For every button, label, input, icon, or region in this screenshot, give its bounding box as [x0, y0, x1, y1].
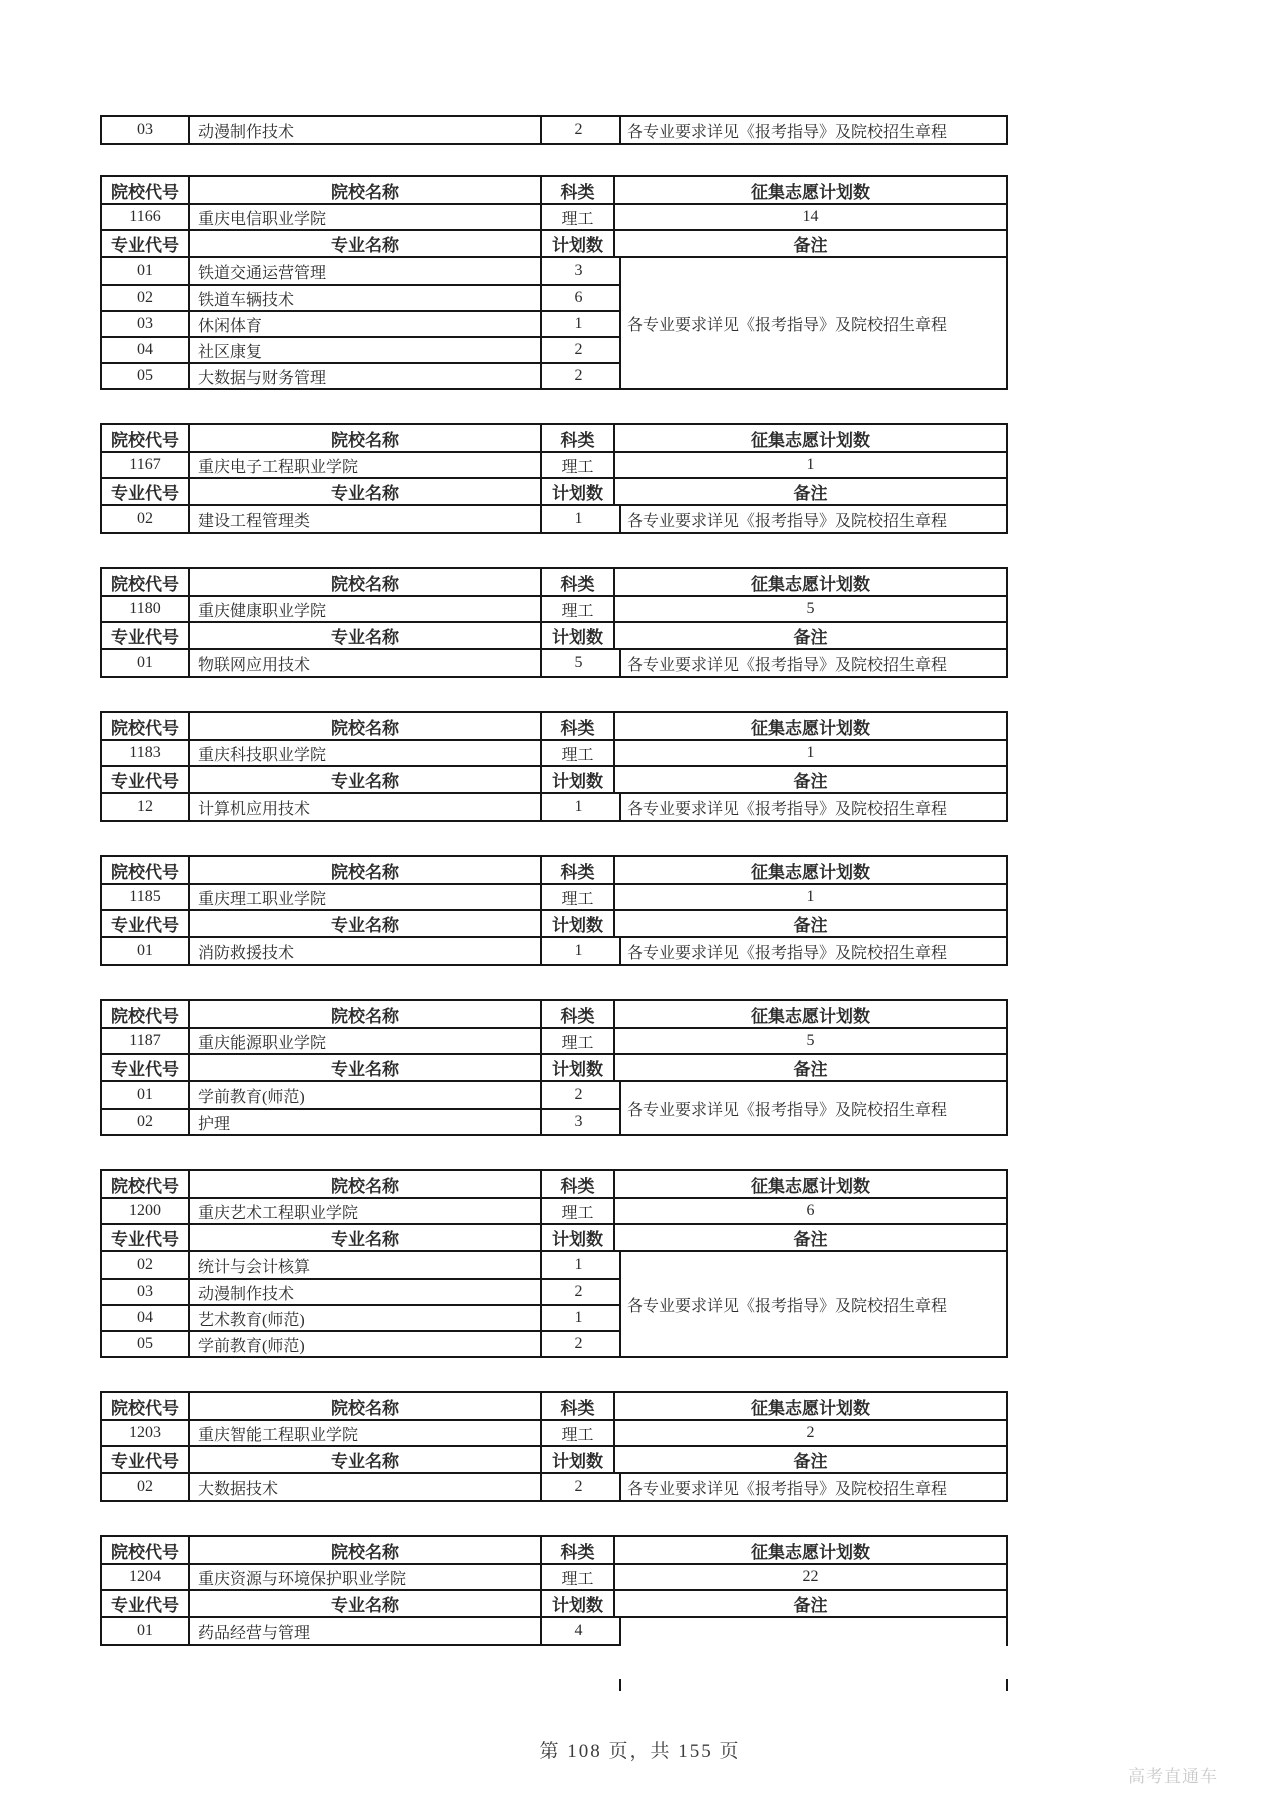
plan-count-header: 计划数 [542, 623, 615, 648]
subject-type: 理工 [542, 1029, 615, 1053]
college-data-row [102, 739, 1006, 765]
major-name: 铁道交通运营管理 [190, 258, 542, 284]
remark-cell [619, 1618, 1006, 1646]
college-data-row [102, 451, 1006, 477]
remark-header: 备注 [793, 484, 828, 503]
major-row [102, 1278, 619, 1304]
majors-section [102, 117, 1006, 143]
remark-header: 备注 [793, 628, 828, 647]
college-name: 重庆理工职业学院 [190, 885, 542, 909]
subject-type-header: 科类 [542, 1537, 615, 1563]
college-code-header: 院校代号 [102, 713, 190, 739]
college-code: 1167 [102, 453, 190, 477]
major-name: 药品经营与管理 [190, 1618, 542, 1644]
college-name: 重庆能源职业学院 [190, 1029, 542, 1053]
majors-left [102, 258, 619, 388]
subject-type: 理工 [542, 1565, 615, 1589]
major-name: 消防救援技术 [190, 938, 542, 964]
major-header-row [102, 229, 1006, 256]
remark-cell: 各专业要求详见《报考指导》及院校招生章程 [619, 794, 1006, 820]
subject-type: 理工 [542, 597, 615, 621]
college-name-header: 院校名称 [190, 1537, 542, 1563]
plan-count-header: 计划数 [542, 1055, 615, 1080]
major-code: 01 [102, 650, 190, 676]
college-name: 重庆艺术工程职业学院 [190, 1199, 542, 1223]
major-code: 03 [102, 117, 190, 143]
major-header-row [102, 1223, 1006, 1250]
college-name-header: 院校名称 [190, 425, 542, 451]
remark-cell: 各专业要求详见《报考指导》及院校招生章程 [619, 1082, 1006, 1134]
college-code-header: 院校代号 [102, 569, 190, 595]
remark-cell: 各专业要求详见《报考指导》及院校招生章程 [619, 650, 1006, 676]
plan-total: 22 [802, 1568, 819, 1585]
majors-section [102, 792, 1006, 820]
plan-total: 5 [806, 1032, 815, 1049]
college-data-row [102, 1027, 1006, 1053]
plan-count: 1 [574, 1309, 583, 1326]
major-code-header: 专业代号 [102, 1591, 190, 1616]
major-code: 02 [102, 506, 190, 532]
subject-type: 理工 [542, 1199, 615, 1223]
plan-count-header: 计划数 [542, 231, 615, 256]
remark-header: 备注 [793, 1452, 828, 1471]
major-code: 01 [102, 258, 190, 284]
major-row [102, 284, 619, 310]
college-header-row [102, 1001, 1006, 1027]
majors-left [102, 1474, 619, 1500]
plan-count: 1 [574, 1256, 583, 1273]
major-code-header: 专业代号 [102, 911, 190, 936]
plan-count: 1 [574, 942, 583, 959]
college-header-row [102, 1393, 1006, 1419]
college-code-header: 院校代号 [102, 1001, 190, 1027]
college-name: 重庆科技职业学院 [190, 741, 542, 765]
majors-left [102, 117, 619, 143]
plan-count-header: 计划数 [542, 767, 615, 792]
major-row [102, 310, 619, 336]
major-header-row [102, 1589, 1006, 1616]
subject-type: 理工 [542, 205, 615, 229]
subject-type: 理工 [542, 453, 615, 477]
college-block-1180 [100, 567, 1008, 678]
major-header-row [102, 765, 1006, 792]
major-code: 01 [102, 938, 190, 964]
major-row [102, 1330, 619, 1356]
major-name: 动漫制作技术 [190, 117, 542, 143]
major-name: 社区康复 [190, 338, 542, 362]
subject-type-header: 科类 [542, 713, 615, 739]
major-name: 学前教育(师范) [190, 1082, 542, 1108]
college-block-1166 [100, 175, 1008, 390]
remark-cell: 各专业要求详见《报考指导》及院校招生章程 [619, 506, 1006, 532]
college-code-header: 院校代号 [102, 857, 190, 883]
major-code: 12 [102, 794, 190, 820]
college-data-row [102, 883, 1006, 909]
plan-count-header: 计划数 [542, 911, 615, 936]
major-code: 01 [102, 1618, 190, 1644]
major-name: 休闲体育 [190, 312, 542, 336]
major-header-row [102, 1053, 1006, 1080]
majors-left [102, 1618, 619, 1646]
plan-count: 2 [574, 121, 583, 138]
major-name-header: 专业名称 [190, 1591, 542, 1616]
orphan-row-block [100, 115, 1008, 145]
majors-left [102, 650, 619, 676]
major-name: 护理 [190, 1110, 542, 1134]
major-code: 02 [102, 1474, 190, 1500]
plan-count: 3 [574, 1113, 583, 1130]
majors-left [102, 1082, 619, 1134]
plan-count: 2 [574, 1283, 583, 1300]
plan-total-header: 征集志愿计划数 [751, 1542, 870, 1562]
subject-type: 理工 [542, 741, 615, 765]
plan-total: 2 [806, 1424, 815, 1441]
subject-type-header: 科类 [542, 1171, 615, 1197]
major-name: 动漫制作技术 [190, 1280, 542, 1304]
major-name: 大数据技术 [190, 1474, 542, 1500]
major-row [102, 1108, 619, 1134]
college-header-row [102, 1171, 1006, 1197]
subject-type: 理工 [542, 885, 615, 909]
majors-section [102, 1616, 1006, 1646]
major-header-row [102, 621, 1006, 648]
major-name-header: 专业名称 [190, 1055, 542, 1080]
plan-total-header: 征集志愿计划数 [751, 1006, 870, 1026]
college-code: 1180 [102, 597, 190, 621]
major-row [102, 1304, 619, 1330]
remark-header: 备注 [793, 916, 828, 935]
major-header-row [102, 909, 1006, 936]
major-name-header: 专业名称 [190, 623, 542, 648]
college-name-header: 院校名称 [190, 1001, 542, 1027]
plan-count: 1 [574, 798, 583, 815]
remark-header: 备注 [793, 1596, 828, 1615]
major-code: 02 [102, 1110, 190, 1134]
college-block-1204 [100, 1535, 1008, 1646]
major-name: 学前教育(师范) [190, 1332, 542, 1356]
major-row [102, 258, 619, 284]
major-row [102, 117, 619, 143]
plan-total: 1 [806, 888, 815, 905]
major-name-header: 专业名称 [190, 479, 542, 504]
remark-cell: 各专业要求详见《报考指导》及院校招生章程 [619, 258, 1006, 388]
plan-total: 6 [806, 1202, 815, 1219]
major-code: 05 [102, 364, 190, 388]
college-header-row [102, 425, 1006, 451]
majors-section [102, 936, 1006, 964]
plan-total-header: 征集志愿计划数 [751, 1398, 870, 1418]
remark-header: 备注 [793, 236, 828, 255]
college-name-header: 院校名称 [190, 569, 542, 595]
plan-total-header: 征集志愿计划数 [751, 718, 870, 738]
major-name: 艺术教育(师范) [190, 1306, 542, 1330]
major-code: 05 [102, 1332, 190, 1356]
major-row [102, 938, 619, 964]
college-header-row [102, 857, 1006, 883]
college-name-header: 院校名称 [190, 857, 542, 883]
major-row [102, 362, 619, 388]
remark-header: 备注 [793, 772, 828, 791]
majors-left [102, 1252, 619, 1356]
major-code: 04 [102, 338, 190, 362]
college-code: 1200 [102, 1199, 190, 1223]
college-block-1203 [100, 1391, 1008, 1502]
college-name: 重庆电子工程职业学院 [190, 453, 542, 477]
major-name-header: 专业名称 [190, 1225, 542, 1250]
remark-cell: 各专业要求详见《报考指导》及院校招生章程 [619, 1474, 1006, 1500]
college-block-1200 [100, 1169, 1008, 1358]
subject-type-header: 科类 [542, 425, 615, 451]
college-name: 重庆资源与环境保护职业学院 [190, 1565, 542, 1589]
watermark-text: 高考直通车 [1128, 1767, 1218, 1786]
plan-total-header: 征集志愿计划数 [751, 1176, 870, 1196]
college-code: 1166 [102, 205, 190, 229]
major-code-header: 专业代号 [102, 767, 190, 792]
major-row [102, 650, 619, 676]
college-code-header: 院校代号 [102, 425, 190, 451]
plan-count: 1 [574, 315, 583, 332]
majors-section [102, 1080, 1006, 1134]
college-code-header: 院校代号 [102, 1393, 190, 1419]
majors-section [102, 256, 1006, 388]
major-name: 建设工程管理类 [190, 506, 542, 532]
college-data-row [102, 1419, 1006, 1445]
major-name: 大数据与财务管理 [190, 364, 542, 388]
college-header-row [102, 1537, 1006, 1563]
subject-type-header: 科类 [542, 569, 615, 595]
college-block-1167 [100, 423, 1008, 534]
major-name-header: 专业名称 [190, 231, 542, 256]
college-header-row [102, 713, 1006, 739]
major-code-header: 专业代号 [102, 1225, 190, 1250]
college-data-row [102, 203, 1006, 229]
plan-count: 2 [574, 367, 583, 384]
plan-count-header: 计划数 [542, 479, 615, 504]
plan-count: 5 [574, 654, 583, 671]
major-row [102, 336, 619, 362]
college-data-row [102, 1197, 1006, 1223]
major-name: 铁道车辆技术 [190, 286, 542, 310]
major-code: 02 [102, 1252, 190, 1278]
plan-count: 2 [574, 1086, 583, 1103]
major-code-header: 专业代号 [102, 479, 190, 504]
college-code: 1183 [102, 741, 190, 765]
college-header-row [102, 177, 1006, 203]
majors-left [102, 938, 619, 964]
majors-left [102, 794, 619, 820]
subject-type-header: 科类 [542, 177, 615, 203]
college-code: 1187 [102, 1029, 190, 1053]
remark-cell: 各专业要求详见《报考指导》及院校招生章程 [619, 117, 1006, 143]
major-name: 统计与会计核算 [190, 1252, 542, 1278]
college-name: 重庆电信职业学院 [190, 205, 542, 229]
plan-count-header: 计划数 [542, 1591, 615, 1616]
remark-header: 备注 [793, 1060, 828, 1079]
plan-count: 3 [574, 262, 583, 279]
plan-count-header: 计划数 [542, 1225, 615, 1250]
majors-section [102, 1250, 1006, 1356]
plan-count: 2 [574, 1478, 583, 1495]
college-name: 重庆健康职业学院 [190, 597, 542, 621]
college-name-header: 院校名称 [190, 713, 542, 739]
college-block-1185 [100, 855, 1008, 966]
college-name-header: 院校名称 [190, 1171, 542, 1197]
major-code: 02 [102, 286, 190, 310]
college-code-header: 院校代号 [102, 177, 190, 203]
plan-total: 14 [802, 208, 819, 225]
college-data-row [102, 1563, 1006, 1589]
major-name-header: 专业名称 [190, 767, 542, 792]
major-header-row [102, 477, 1006, 504]
college-name-header: 院校名称 [190, 177, 542, 203]
remark-cell: 各专业要求详见《报考指导》及院校招生章程 [619, 938, 1006, 964]
major-row [102, 1252, 619, 1278]
college-code: 1204 [102, 1565, 190, 1589]
major-code-header: 专业代号 [102, 1055, 190, 1080]
major-row [102, 794, 619, 820]
remark-column-continuation [619, 1679, 1008, 1691]
plan-total-header: 征集志愿计划数 [751, 862, 870, 882]
plan-count: 2 [574, 1335, 583, 1352]
document-page [100, 115, 1008, 1691]
major-name: 计算机应用技术 [190, 794, 542, 820]
majors-section [102, 1472, 1006, 1500]
plan-total-header: 征集志愿计划数 [751, 574, 870, 594]
major-row [102, 1618, 619, 1644]
majors-section [102, 504, 1006, 532]
college-name: 重庆智能工程职业学院 [190, 1421, 542, 1445]
major-code: 03 [102, 312, 190, 336]
major-row [102, 506, 619, 532]
major-row [102, 1082, 619, 1108]
plan-total: 1 [806, 456, 815, 473]
major-name-header: 专业名称 [190, 911, 542, 936]
subject-type-header: 科类 [542, 1001, 615, 1027]
college-block-1187 [100, 999, 1008, 1136]
major-row [102, 1474, 619, 1500]
plan-count: 2 [574, 341, 583, 358]
plan-total-header: 征集志愿计划数 [751, 430, 870, 450]
plan-total: 1 [806, 744, 815, 761]
major-code: 01 [102, 1082, 190, 1108]
remark-cell: 各专业要求详见《报考指导》及院校招生章程 [619, 1252, 1006, 1356]
remark-header: 备注 [793, 1230, 828, 1249]
college-code: 1203 [102, 1421, 190, 1445]
majors-section [102, 648, 1006, 676]
subject-type: 理工 [542, 1421, 615, 1445]
page-number: 第 108 页，共 155 页 [539, 1741, 741, 1762]
major-header-row [102, 1445, 1006, 1472]
college-header-row [102, 569, 1006, 595]
college-code-header: 院校代号 [102, 1537, 190, 1563]
college-name-header: 院校名称 [190, 1393, 542, 1419]
major-code-header: 专业代号 [102, 231, 190, 256]
plan-count: 4 [574, 1622, 583, 1639]
plan-count-header: 计划数 [542, 1447, 615, 1472]
college-code-header: 院校代号 [102, 1171, 190, 1197]
major-name-header: 专业名称 [190, 1447, 542, 1472]
major-code-header: 专业代号 [102, 1447, 190, 1472]
major-code: 04 [102, 1306, 190, 1330]
college-block-1183 [100, 711, 1008, 822]
plan-count: 6 [574, 289, 583, 306]
plan-total-header: 征集志愿计划数 [751, 182, 870, 202]
subject-type-header: 科类 [542, 857, 615, 883]
majors-left [102, 506, 619, 532]
major-code: 03 [102, 1280, 190, 1304]
college-data-row [102, 595, 1006, 621]
plan-total: 5 [806, 600, 815, 617]
college-code: 1185 [102, 885, 190, 909]
subject-type-header: 科类 [542, 1393, 615, 1419]
plan-count: 1 [574, 510, 583, 527]
major-code-header: 专业代号 [102, 623, 190, 648]
major-name: 物联网应用技术 [190, 650, 542, 676]
